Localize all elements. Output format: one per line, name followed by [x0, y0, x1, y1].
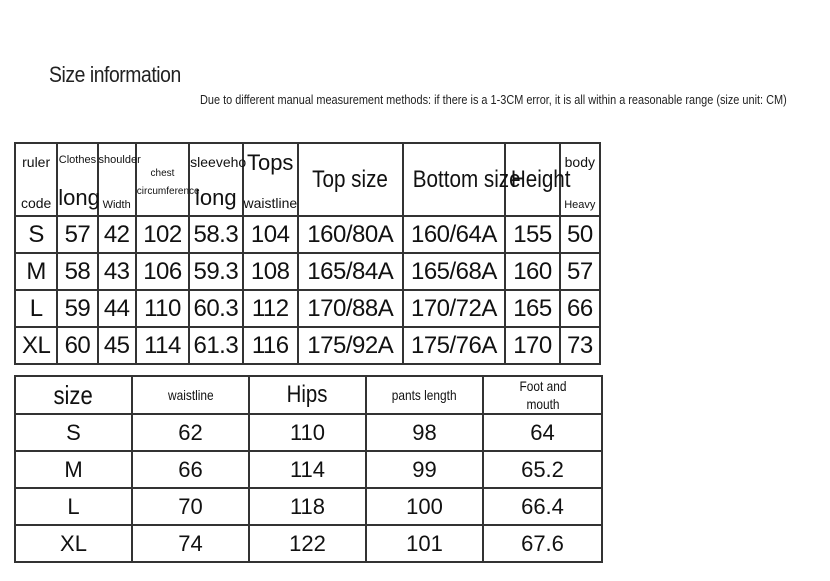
table-row: [15, 216, 600, 253]
cell: 110: [136, 290, 189, 327]
cell: 160/80A: [298, 216, 403, 253]
cell: 114: [249, 451, 366, 488]
table-header-row: [15, 143, 600, 216]
cell: 170: [505, 327, 559, 364]
cell: 42: [98, 216, 136, 253]
cell: 175/76A: [403, 327, 506, 364]
cell: 170/88A: [298, 290, 403, 327]
cell: 45: [98, 327, 136, 364]
header-sleeve-long: sleeveho long: [189, 143, 242, 216]
cell: L: [15, 290, 57, 327]
pants-size-table: [14, 375, 603, 563]
header-tops-waistline: Tops waistline: [243, 143, 298, 216]
header-bottom-size: Bottom size: [403, 143, 506, 216]
cell: 106: [136, 253, 189, 290]
cell: 114: [136, 327, 189, 364]
table-row: [15, 253, 600, 290]
cell: XL: [15, 525, 132, 562]
cell: 60: [57, 327, 97, 364]
cell: L: [15, 488, 132, 525]
cell: 165/84A: [298, 253, 403, 290]
cell: 170/72A: [403, 290, 506, 327]
cell: 112: [243, 290, 298, 327]
header-height: Height: [505, 143, 559, 216]
table-row: [15, 290, 600, 327]
cell: 66.4: [483, 488, 602, 525]
table-row: [15, 488, 602, 525]
cell: 58: [57, 253, 97, 290]
cell: 57: [560, 253, 600, 290]
cell: 67.6: [483, 525, 602, 562]
measurement-note: Due to different manual measurement methods: if there is a 1-3CM error, it is all within a reasonable range (size unit: CM): [200, 92, 787, 107]
cell: 165: [505, 290, 559, 327]
cell: 101: [366, 525, 483, 562]
header-top-size: Top size: [298, 143, 403, 216]
table-header-row: [15, 376, 602, 414]
cell: S: [15, 414, 132, 451]
cell: 43: [98, 253, 136, 290]
table-row: [15, 525, 602, 562]
cell: 64: [483, 414, 602, 451]
cell: 102: [136, 216, 189, 253]
table-row: [15, 451, 602, 488]
cell: 160: [505, 253, 559, 290]
header-foot-and-mouth: Foot and mouth: [483, 376, 602, 414]
header-clothes-long: Clothes long: [57, 143, 97, 216]
cell: 165/68A: [403, 253, 506, 290]
cell: XL: [15, 327, 57, 364]
header-waistline: waistline: [132, 376, 249, 414]
cell: 116: [243, 327, 298, 364]
table-row: [15, 414, 602, 451]
cell: 74: [132, 525, 249, 562]
cell: 50: [560, 216, 600, 253]
cell: 44: [98, 290, 136, 327]
cell: 65.2: [483, 451, 602, 488]
cell: 122: [249, 525, 366, 562]
header-pants-length: pants length: [366, 376, 483, 414]
cell: 73: [560, 327, 600, 364]
tops-size-table: [14, 142, 601, 365]
cell: 160/64A: [403, 216, 506, 253]
page-title: Size information: [49, 62, 181, 87]
cell: 70: [132, 488, 249, 525]
header-shoulder-width: shoulder Width: [98, 143, 136, 216]
cell: 104: [243, 216, 298, 253]
cell: 66: [560, 290, 600, 327]
cell: 59.3: [189, 253, 242, 290]
cell: 110: [249, 414, 366, 451]
cell: 155: [505, 216, 559, 253]
cell: M: [15, 451, 132, 488]
table-row: [15, 327, 600, 364]
header-hips: Hips: [249, 376, 366, 414]
cell: 175/92A: [298, 327, 403, 364]
cell: 98: [366, 414, 483, 451]
header-ruler-code: ruler code: [15, 143, 57, 216]
cell: 100: [366, 488, 483, 525]
cell: M: [15, 253, 57, 290]
cell: 99: [366, 451, 483, 488]
cell: 61.3: [189, 327, 242, 364]
cell: 118: [249, 488, 366, 525]
cell: 66: [132, 451, 249, 488]
cell: S: [15, 216, 57, 253]
cell: 108: [243, 253, 298, 290]
cell: 58.3: [189, 216, 242, 253]
header-body-heavy: body Heavy: [560, 143, 600, 216]
header-chest-circumference: chest circumference: [136, 143, 189, 216]
header-size: size: [15, 376, 132, 414]
cell: 62: [132, 414, 249, 451]
cell: 60.3: [189, 290, 242, 327]
cell: 57: [57, 216, 97, 253]
cell: 59: [57, 290, 97, 327]
